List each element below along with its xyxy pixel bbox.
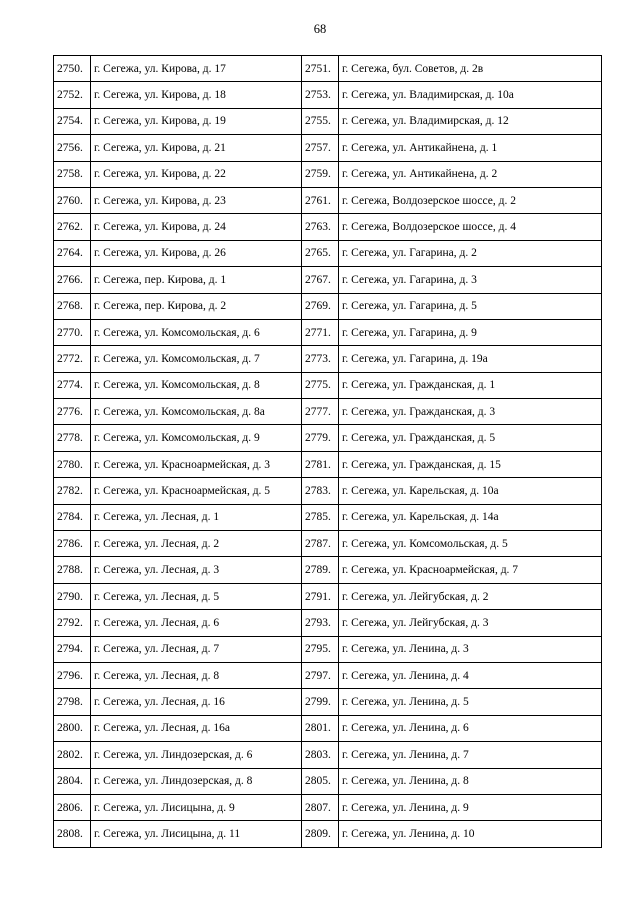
address-cell: г. Сегежа, ул. Карельская, д. 14а: [339, 504, 602, 530]
entry-number: 2804.: [54, 768, 91, 794]
table-row: [54, 689, 602, 715]
entry-number: 2798.: [54, 689, 91, 715]
table-row: [54, 768, 602, 794]
entry-number: 2754.: [54, 108, 91, 134]
entry-number: 2780.: [54, 451, 91, 477]
entry-number: 2781.: [302, 451, 339, 477]
table-row: [54, 821, 602, 847]
address-cell: г. Сегежа, ул. Комсомольская, д. 9: [91, 425, 302, 451]
address-cell: г. Сегежа, ул. Лейгубская, д. 2: [339, 583, 602, 609]
entry-number: 2779.: [302, 425, 339, 451]
table-row: [54, 293, 602, 319]
entry-number: 2759.: [302, 161, 339, 187]
address-cell: г. Сегежа, ул. Ленина, д. 7: [339, 742, 602, 768]
entry-number: 2755.: [302, 108, 339, 134]
table-row: [54, 346, 602, 372]
address-cell: г. Сегежа, ул. Кирова, д. 17: [91, 56, 302, 82]
address-cell: г. Сегежа, ул. Красноармейская, д. 3: [91, 451, 302, 477]
table-row: [54, 557, 602, 583]
address-cell: г. Сегежа, ул. Комсомольская, д. 5: [339, 531, 602, 557]
table-row: [54, 610, 602, 636]
page-number: 68: [313, 22, 327, 36]
address-cell: г. Сегежа, ул. Антикайнена, д. 1: [339, 135, 602, 161]
address-cell: г. Сегежа, ул. Владимирская, д. 10а: [339, 82, 602, 108]
address-cell: г. Сегежа, ул. Кирова, д. 23: [91, 187, 302, 213]
table-row: [54, 82, 602, 108]
address-cell: г. Сегежа, ул. Ленина, д. 9: [339, 794, 602, 820]
address-cell: г. Сегежа, ул. Лесная, д. 16: [91, 689, 302, 715]
entry-number: 2789.: [302, 557, 339, 583]
address-cell: г. Сегежа, ул. Кирова, д. 21: [91, 135, 302, 161]
address-cell: г. Сегежа, ул. Гражданская, д. 3: [339, 399, 602, 425]
entry-number: 2750.: [54, 56, 91, 82]
address-cell: г. Сегежа, пер. Кирова, д. 2: [91, 293, 302, 319]
entry-number: 2751.: [302, 56, 339, 82]
entry-number: 2772.: [54, 346, 91, 372]
entry-number: 2767.: [302, 267, 339, 293]
table-row: [54, 425, 602, 451]
address-cell: г. Сегежа, ул. Кирова, д. 26: [91, 240, 302, 266]
address-cell: г. Сегежа, ул. Лесная, д. 8: [91, 662, 302, 688]
table-row: [54, 451, 602, 477]
table-row: [54, 583, 602, 609]
address-cell: г. Сегежа, ул. Ленина, д. 4: [339, 662, 602, 688]
entry-number: 2775.: [302, 372, 339, 398]
address-cell: г. Сегежа, ул. Лесная, д. 6: [91, 610, 302, 636]
table-row: [54, 135, 602, 161]
address-table: [53, 55, 602, 848]
address-cell: г. Сегежа, ул. Гагарина, д. 9: [339, 319, 602, 345]
address-cell: г. Сегежа, бул. Советов, д. 2в: [339, 56, 602, 82]
entry-number: 2806.: [54, 794, 91, 820]
address-cell: г. Сегежа, ул. Красноармейская, д. 5: [91, 478, 302, 504]
entry-number: 2809.: [302, 821, 339, 847]
entry-number: 2766.: [54, 267, 91, 293]
entry-number: 2803.: [302, 742, 339, 768]
entry-number: 2777.: [302, 399, 339, 425]
entry-number: 2776.: [54, 399, 91, 425]
address-cell: г. Сегежа, ул. Владимирская, д. 12: [339, 108, 602, 134]
entry-number: 2800.: [54, 715, 91, 741]
address-cell: г. Сегежа, ул. Гражданская, д. 15: [339, 451, 602, 477]
address-cell: г. Сегежа, ул. Лесная, д. 3: [91, 557, 302, 583]
entry-number: 2801.: [302, 715, 339, 741]
address-cell: г. Сегежа, Волдозерское шоссе, д. 2: [339, 187, 602, 213]
table-row: [54, 161, 602, 187]
table-row: [54, 478, 602, 504]
entry-number: 2773.: [302, 346, 339, 372]
address-cell: г. Сегежа, ул. Гражданская, д. 5: [339, 425, 602, 451]
table-row: [54, 56, 602, 82]
entry-number: 2756.: [54, 135, 91, 161]
address-cell: г. Сегежа, ул. Гагарина, д. 2: [339, 240, 602, 266]
entry-number: 2762.: [54, 214, 91, 240]
entry-number: 2787.: [302, 531, 339, 557]
address-cell: г. Сегежа, ул. Лесная, д. 2: [91, 531, 302, 557]
entry-number: 2764.: [54, 240, 91, 266]
address-cell: г. Сегежа, ул. Гагарина, д. 19а: [339, 346, 602, 372]
entry-number: 2785.: [302, 504, 339, 530]
address-cell: г. Сегежа, ул. Лейгубская, д. 3: [339, 610, 602, 636]
entry-number: 2753.: [302, 82, 339, 108]
address-cell: г. Сегежа, ул. Ленина, д. 6: [339, 715, 602, 741]
address-cell: г. Сегежа, ул. Линдозерская, д. 6: [91, 742, 302, 768]
entry-number: 2791.: [302, 583, 339, 609]
entry-number: 2771.: [302, 319, 339, 345]
table-row: [54, 636, 602, 662]
entry-number: 2793.: [302, 610, 339, 636]
entry-number: 2769.: [302, 293, 339, 319]
entry-number: 2783.: [302, 478, 339, 504]
entry-number: 2808.: [54, 821, 91, 847]
address-cell: г. Сегежа, ул. Ленина, д. 8: [339, 768, 602, 794]
address-cell: г. Сегежа, ул. Ленина, д. 3: [339, 636, 602, 662]
address-cell: г. Сегежа, ул. Кирова, д. 18: [91, 82, 302, 108]
address-cell: г. Сегежа, ул. Кирова, д. 22: [91, 161, 302, 187]
table-row: [54, 240, 602, 266]
address-cell: г. Сегежа, ул. Комсомольская, д. 6: [91, 319, 302, 345]
table-row: [54, 531, 602, 557]
entry-number: 2795.: [302, 636, 339, 662]
address-cell: г. Сегежа, ул. Ленина, д. 10: [339, 821, 602, 847]
table-row: [54, 319, 602, 345]
entry-number: 2768.: [54, 293, 91, 319]
entry-number: 2790.: [54, 583, 91, 609]
entry-number: 2807.: [302, 794, 339, 820]
address-cell: г. Сегежа, ул. Красноармейская, д. 7: [339, 557, 602, 583]
address-cell: г. Сегежа, ул. Линдозерская, д. 8: [91, 768, 302, 794]
table-row: [54, 214, 602, 240]
entry-number: 2786.: [54, 531, 91, 557]
entry-number: 2758.: [54, 161, 91, 187]
entry-number: 2796.: [54, 662, 91, 688]
address-cell: г. Сегежа, ул. Лисицына, д. 11: [91, 821, 302, 847]
address-cell: г. Сегежа, ул. Карельская, д. 10а: [339, 478, 602, 504]
entry-number: 2794.: [54, 636, 91, 662]
table-row: [54, 267, 602, 293]
entry-number: 2765.: [302, 240, 339, 266]
address-cell: г. Сегежа, ул. Ленина, д. 5: [339, 689, 602, 715]
entry-number: 2752.: [54, 82, 91, 108]
address-cell: г. Сегежа, пер. Кирова, д. 1: [91, 267, 302, 293]
entry-number: 2774.: [54, 372, 91, 398]
entry-number: 2797.: [302, 662, 339, 688]
address-cell: г. Сегежа, ул. Лесная, д. 5: [91, 583, 302, 609]
table-row: [54, 794, 602, 820]
address-cell: г. Сегежа, Волдозерское шоссе, д. 4: [339, 214, 602, 240]
entry-number: 2770.: [54, 319, 91, 345]
entry-number: 2788.: [54, 557, 91, 583]
entry-number: 2782.: [54, 478, 91, 504]
entry-number: 2757.: [302, 135, 339, 161]
table-row: [54, 504, 602, 530]
address-cell: г. Сегежа, ул. Лесная, д. 16а: [91, 715, 302, 741]
entry-number: 2784.: [54, 504, 91, 530]
entry-number: 2761.: [302, 187, 339, 213]
address-cell: г. Сегежа, ул. Кирова, д. 19: [91, 108, 302, 134]
entry-number: 2792.: [54, 610, 91, 636]
entry-number: 2799.: [302, 689, 339, 715]
table-row: [54, 399, 602, 425]
address-cell: г. Сегежа, ул. Комсомольская, д. 8а: [91, 399, 302, 425]
entry-number: 2763.: [302, 214, 339, 240]
entry-number: 2805.: [302, 768, 339, 794]
entry-number: 2778.: [54, 425, 91, 451]
address-cell: г. Сегежа, ул. Гагарина, д. 3: [339, 267, 602, 293]
table-row: [54, 662, 602, 688]
address-table-body: [54, 56, 602, 848]
table-row: [54, 372, 602, 398]
address-cell: г. Сегежа, ул. Кирова, д. 24: [91, 214, 302, 240]
table-row: [54, 715, 602, 741]
entry-number: 2802.: [54, 742, 91, 768]
address-cell: г. Сегежа, ул. Антикайнена, д. 2: [339, 161, 602, 187]
table-row: [54, 742, 602, 768]
address-cell: г. Сегежа, ул. Лесная, д. 1: [91, 504, 302, 530]
address-cell: г. Сегежа, ул. Гагарина, д. 5: [339, 293, 602, 319]
address-cell: г. Сегежа, ул. Гражданская, д. 1: [339, 372, 602, 398]
address-cell: г. Сегежа, ул. Комсомольская, д. 8: [91, 372, 302, 398]
address-cell: г. Сегежа, ул. Комсомольская, д. 7: [91, 346, 302, 372]
table-row: [54, 108, 602, 134]
table-row: [54, 187, 602, 213]
address-cell: г. Сегежа, ул. Лисицына, д. 9: [91, 794, 302, 820]
address-cell: г. Сегежа, ул. Лесная, д. 7: [91, 636, 302, 662]
entry-number: 2760.: [54, 187, 91, 213]
